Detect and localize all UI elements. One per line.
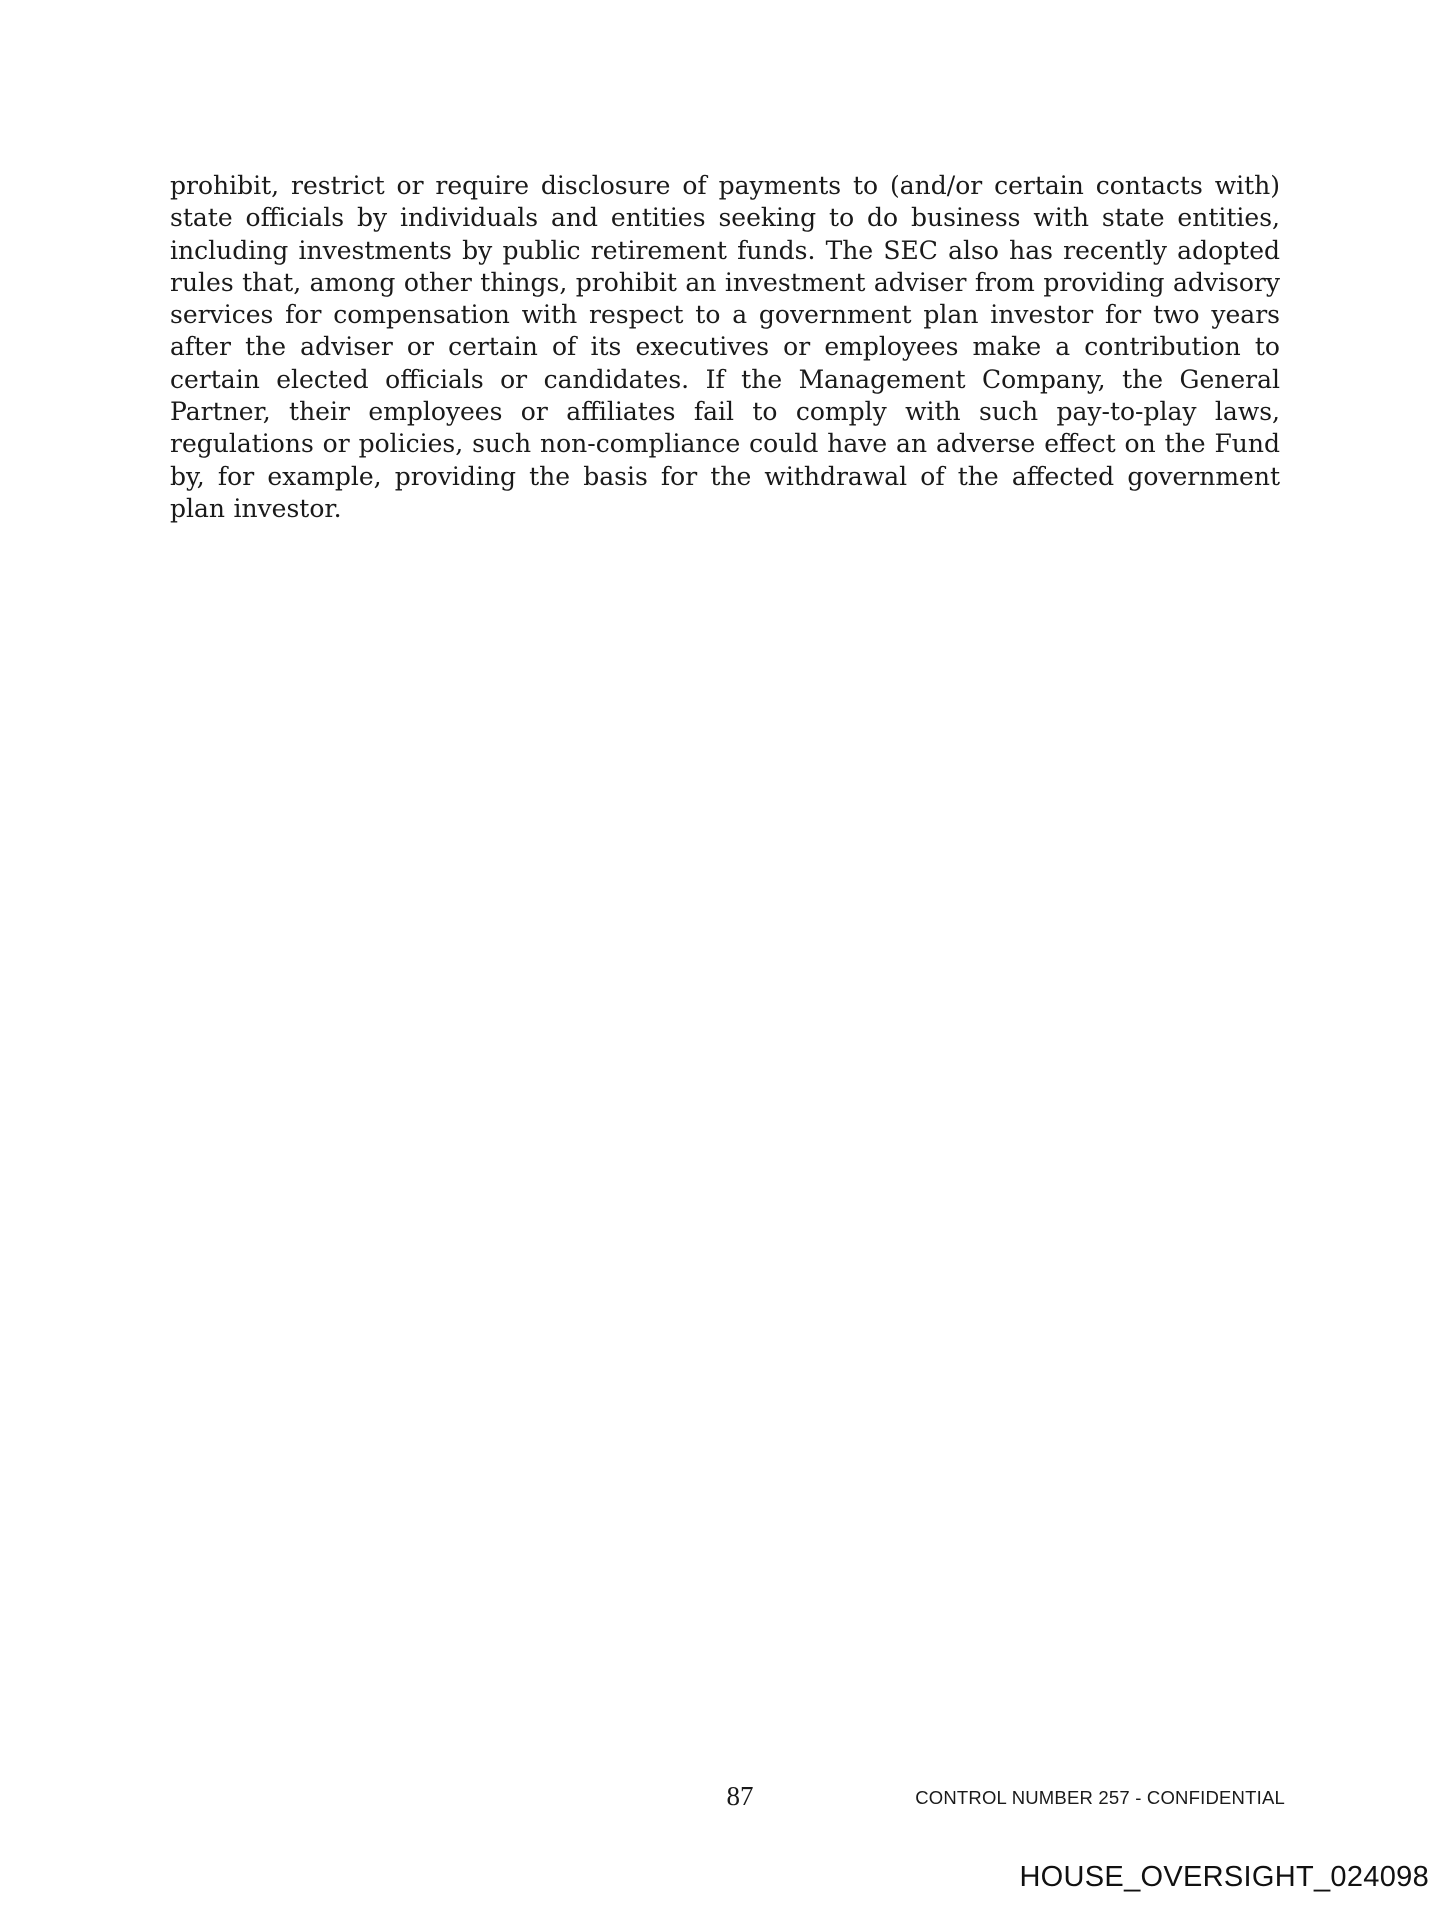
bates-stamp: HOUSE_OVERSIGHT_024098 — [1019, 1861, 1429, 1893]
page-number: 87 — [726, 1781, 754, 1811]
body-paragraph: prohibit, restrict or require disclosure of payments to (and/or certain contacts with) state officials by individuals and entities seeking to do business with state entities, including investments by public retirement funds. The SEC also has recently adopted rules that, among other things, prohibit an investment adviser from providing advisory services for compensation with respect to a government plan investor for two years after the adviser or certain of its executives or employees make a contribution to certain elected officials or candidates. If the Management Company, the General Partner, their employees or affiliates fail to comply with such pay-to-play laws, regulations or policies, such non-compliance could have an adverse effect on the Fund by, for example, providing the basis for the withdrawal of the affected government plan investor. — [170, 171, 1280, 523]
control-number-label: CONTROL NUMBER 257 - CONFIDENTIAL — [915, 1787, 1285, 1808]
